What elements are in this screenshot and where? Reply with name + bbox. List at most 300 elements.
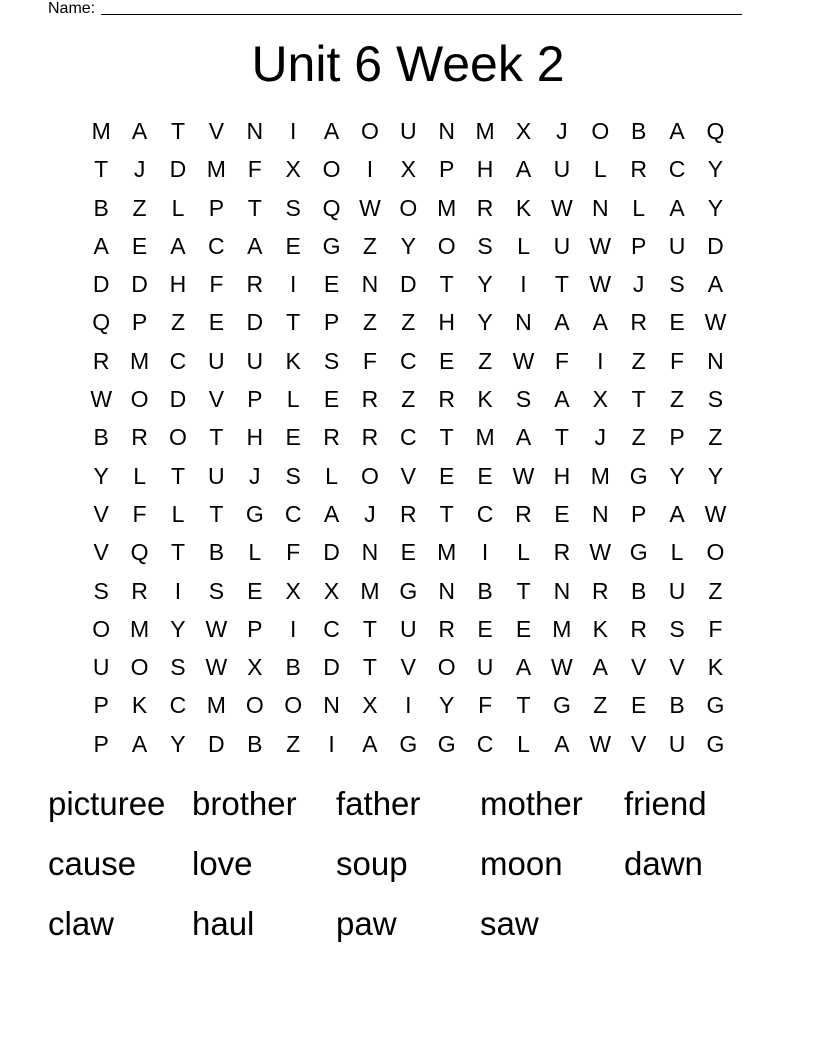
grid-letter: R: [630, 309, 647, 336]
grid-letter: M: [206, 156, 226, 183]
grid-letter: D: [169, 156, 187, 183]
grid-letter: O: [169, 424, 187, 451]
grid-letter: D: [707, 232, 724, 259]
grid-letter: A: [170, 232, 186, 259]
word-list-item: soup: [336, 845, 408, 882]
grid-letter: P: [208, 194, 225, 221]
grid-letter: P: [131, 309, 148, 336]
grid-letter: Z: [478, 347, 493, 374]
grid-letter: Y: [477, 309, 493, 336]
grid-letter: T: [631, 386, 646, 413]
grid-letter: Y: [707, 194, 724, 221]
grid-letter: M: [475, 118, 495, 144]
grid-letter: F: [478, 692, 493, 719]
grid-letter: T: [209, 500, 224, 527]
grid-letter: G: [706, 692, 725, 719]
grid-letter: I: [289, 271, 297, 298]
grid-letter: V: [630, 654, 647, 681]
grid-letter: N: [361, 539, 379, 566]
grid-letter: O: [360, 462, 379, 489]
grid-letter: I: [520, 271, 527, 298]
grid-letter: R: [438, 615, 456, 642]
grid-letter: T: [439, 271, 454, 298]
word-list-item: friend: [624, 785, 707, 822]
grid-letter: A: [131, 118, 148, 144]
grid-letter: T: [554, 424, 569, 451]
grid-letter: A: [323, 500, 340, 527]
grid-letter: E: [400, 539, 416, 566]
grid-letter: B: [93, 424, 109, 451]
grid-letter: J: [594, 424, 607, 451]
grid-letter: U: [400, 615, 417, 642]
name-label: Name:: [48, 0, 96, 17]
grid-letter: C: [323, 615, 340, 642]
grid-letter: C: [668, 156, 686, 183]
grid-letter: G: [629, 462, 648, 489]
grid-letter: N: [323, 692, 340, 719]
grid-letter: B: [630, 577, 647, 604]
grid-letter: D: [400, 271, 417, 298]
grid-letter: Z: [593, 692, 608, 719]
grid-letter: G: [706, 730, 725, 757]
grid-letter: O: [130, 386, 149, 413]
grid-letter: C: [208, 232, 225, 259]
grid-letter: W: [704, 500, 727, 527]
word-list-item: mother: [480, 785, 583, 822]
grid-letter: V: [630, 730, 647, 757]
word-list-item: haul: [192, 905, 255, 942]
grid-letter: K: [477, 386, 493, 413]
grid-letter: E: [439, 347, 455, 374]
grid-letter: V: [208, 118, 225, 144]
grid-letter: D: [323, 654, 340, 681]
grid-letter: Y: [669, 462, 685, 489]
grid-letter: T: [170, 462, 185, 489]
grid-letter: R: [246, 271, 264, 298]
grid-letter: L: [517, 730, 530, 757]
grid-letter: A: [669, 118, 685, 144]
grid-letter: Z: [670, 386, 685, 413]
grid-letter: D: [92, 271, 110, 298]
grid-letter: O: [360, 118, 379, 144]
grid-letter: A: [554, 386, 570, 413]
grid-letter: N: [246, 118, 264, 144]
grid-letter: E: [439, 462, 455, 489]
grid-letter: G: [629, 539, 648, 566]
grid-letter: D: [131, 271, 148, 298]
grid-letter: T: [286, 309, 301, 336]
grid-letter: Y: [707, 462, 724, 489]
grid-letter: V: [93, 539, 109, 566]
grid-letter: A: [707, 271, 724, 298]
grid-letter: S: [170, 654, 186, 681]
grid-letter: R: [553, 539, 571, 566]
grid-letter: J: [249, 462, 261, 489]
grid-letter: S: [477, 232, 493, 259]
grid-letter: C: [284, 500, 302, 527]
grid-letter: I: [289, 118, 297, 144]
grid-letter: P: [669, 424, 685, 451]
name-underline: [101, 13, 742, 15]
grid-letter: R: [92, 347, 110, 374]
grid-letter: K: [515, 194, 532, 221]
grid-letter: A: [323, 118, 340, 144]
grid-letter: J: [364, 500, 376, 527]
grid-letter: I: [174, 577, 182, 604]
grid-letter: U: [246, 347, 264, 374]
grid-letter: Z: [286, 730, 301, 757]
grid-letter: Z: [170, 309, 185, 336]
grid-letter: T: [516, 692, 531, 719]
grid-letter: W: [589, 730, 612, 757]
grid-letter: M: [206, 692, 226, 719]
grid-letter: I: [289, 615, 297, 642]
grid-letter: T: [209, 424, 224, 451]
grid-letter: Z: [401, 386, 416, 413]
grid-letter: Z: [708, 577, 723, 604]
grid-letter: S: [669, 615, 685, 642]
grid-letter: Z: [362, 309, 377, 336]
grid-letter: B: [247, 730, 263, 757]
grid-letter: R: [361, 386, 379, 413]
grid-letter: O: [322, 156, 341, 183]
grid-letter: X: [400, 156, 416, 183]
grid-letter: A: [362, 730, 378, 757]
grid-letter: C: [169, 692, 187, 719]
grid-letter: O: [399, 194, 418, 221]
grid-letter: A: [515, 156, 532, 183]
grid-letter: R: [131, 424, 148, 451]
grid-letter: R: [400, 500, 417, 527]
grid-letter: Y: [170, 615, 186, 642]
grid-letter: P: [439, 156, 455, 183]
grid-letter: F: [362, 347, 377, 374]
grid-letter: U: [92, 654, 110, 681]
grid-letter: C: [400, 424, 417, 451]
grid-letter: N: [591, 194, 609, 221]
grid-letter: U: [668, 730, 686, 757]
grid-letter: T: [94, 156, 109, 183]
grid-letter: C: [400, 347, 417, 374]
grid-letter: X: [323, 577, 340, 604]
word-list-item: brother: [192, 785, 297, 822]
grid-letter: Z: [401, 309, 416, 336]
grid-letter: I: [597, 347, 604, 374]
grid-letter: S: [323, 347, 340, 374]
grid-letter: C: [169, 347, 187, 374]
grid-letter: P: [247, 615, 263, 642]
grid-letter: B: [477, 577, 493, 604]
word-list: [48, 774, 768, 954]
grid-letter: A: [131, 730, 148, 757]
grid-letter: S: [515, 386, 532, 413]
grid-letter: E: [630, 692, 647, 719]
grid-letter: T: [170, 118, 185, 144]
grid-letter: U: [553, 156, 571, 183]
grid-letter: T: [247, 194, 262, 221]
grid-letter: G: [552, 692, 571, 719]
name-field: [48, 0, 742, 18]
grid-letter: D: [323, 539, 340, 566]
grid-letter: D: [246, 309, 264, 336]
grid-letter: H: [553, 462, 571, 489]
grid-letter: L: [171, 500, 185, 527]
word-list-item: claw: [48, 905, 115, 942]
grid-letter: M: [130, 615, 150, 642]
grid-letter: H: [476, 156, 494, 183]
grid-letter: T: [362, 615, 377, 642]
grid-letter: V: [208, 386, 225, 413]
grid-letter: G: [322, 232, 341, 259]
grid-letter: H: [246, 424, 264, 451]
grid-letter: N: [361, 271, 379, 298]
grid-letter: O: [284, 692, 303, 719]
word-list-item: dawn: [624, 845, 703, 882]
grid-letter: F: [209, 271, 224, 298]
grid-letter: U: [208, 347, 225, 374]
grid-letter: A: [669, 194, 685, 221]
grid-letter: N: [438, 118, 456, 144]
grid-letter: A: [515, 654, 532, 681]
grid-letter: Q: [706, 118, 725, 144]
grid-letter: U: [668, 232, 686, 259]
grid-letter: L: [517, 232, 530, 259]
grid-letter: N: [707, 347, 724, 374]
grid-letter: L: [286, 386, 300, 413]
grid-letter: I: [481, 539, 489, 566]
grid-letter: Q: [92, 309, 111, 336]
grid-letter: L: [670, 539, 684, 566]
grid-letter: S: [208, 577, 225, 604]
grid-letter: M: [91, 118, 111, 144]
grid-letter: E: [285, 424, 301, 451]
grid-letter: Y: [439, 692, 455, 719]
grid-letter: A: [669, 500, 685, 527]
grid-letter: G: [399, 577, 418, 604]
grid-letter: T: [516, 577, 531, 604]
grid-letter: O: [437, 232, 456, 259]
grid-letter: F: [286, 539, 301, 566]
grid-letter: B: [285, 654, 301, 681]
grid-letter: D: [208, 730, 225, 757]
grid-letter: F: [247, 156, 262, 183]
grid-letter: D: [169, 386, 187, 413]
grid-letter: T: [554, 271, 569, 298]
grid-letter: E: [247, 577, 263, 604]
grid-letter: Z: [708, 424, 723, 451]
grid-letter: S: [93, 577, 109, 604]
grid-letter: R: [323, 424, 340, 451]
grid-letter: G: [437, 730, 456, 757]
word-list-item: saw: [480, 905, 539, 942]
grid-letter: R: [361, 424, 379, 451]
grid-letter: W: [205, 615, 228, 642]
grid-letter: W: [359, 194, 381, 221]
grid-letter: L: [171, 194, 185, 221]
grid-letter: B: [208, 539, 225, 566]
grid-letter: B: [630, 118, 647, 144]
word-list-item: moon: [480, 845, 563, 882]
grid-letter: S: [707, 386, 724, 413]
grid-letter: W: [589, 232, 612, 259]
grid-letter: R: [438, 386, 456, 413]
grid-letter: M: [360, 577, 380, 604]
word-list-item: paw: [336, 905, 397, 942]
grid-letter: O: [706, 539, 725, 566]
grid-letter: O: [130, 654, 149, 681]
grid-letter: W: [512, 347, 535, 374]
grid-letter: V: [93, 500, 109, 527]
grid-letter: O: [591, 118, 610, 144]
grid-letter: A: [93, 232, 109, 259]
grid-letter: T: [439, 424, 454, 451]
grid-letter: X: [285, 156, 301, 183]
grid-letter: S: [285, 462, 301, 489]
grid-letter: X: [515, 118, 532, 144]
word-search-grid: [82, 112, 735, 763]
grid-letter: M: [552, 615, 572, 642]
grid-letter: L: [133, 462, 146, 489]
grid-letter: Y: [707, 156, 724, 183]
grid-letter: J: [556, 118, 568, 144]
grid-letter: W: [512, 462, 535, 489]
grid-letter: C: [476, 500, 494, 527]
grid-letter: K: [707, 654, 724, 681]
grid-letter: M: [590, 462, 610, 489]
grid-letter: X: [247, 654, 263, 681]
word-list-item: cause: [48, 845, 137, 882]
grid-letter: S: [669, 271, 685, 298]
grid-letter: W: [589, 539, 612, 566]
grid-letter: V: [400, 654, 416, 681]
grid-letter: Z: [631, 347, 646, 374]
grid-letter: Y: [93, 462, 109, 489]
grid-letter: W: [90, 386, 113, 413]
grid-letter: T: [170, 539, 185, 566]
grid-letter: W: [551, 654, 573, 681]
grid-letter: K: [592, 615, 608, 642]
grid-letter: U: [476, 654, 494, 681]
grid-letter: A: [592, 309, 608, 336]
grid-letter: O: [245, 692, 264, 719]
grid-letter: V: [400, 462, 416, 489]
grid-letter: R: [515, 500, 532, 527]
grid-letter: T: [439, 500, 454, 527]
grid-letter: E: [323, 386, 340, 413]
grid-letter: H: [438, 309, 456, 336]
grid-letter: F: [670, 347, 685, 374]
grid-letter: Y: [477, 271, 493, 298]
grid-letter: M: [475, 424, 495, 451]
grid-letter: E: [285, 232, 301, 259]
grid-letter: M: [437, 194, 457, 221]
grid-letter: A: [554, 309, 570, 336]
word-list-item: picturee: [48, 785, 166, 822]
grid-letter: X: [362, 692, 378, 719]
grid-letter: Y: [170, 730, 186, 757]
grid-letter: E: [323, 271, 340, 298]
grid-letter: M: [437, 539, 457, 566]
grid-letter: O: [437, 654, 456, 681]
grid-letter: I: [405, 692, 412, 719]
grid-letter: R: [131, 577, 148, 604]
grid-letter: L: [248, 539, 262, 566]
grid-letter: Y: [400, 232, 416, 259]
grid-letter: A: [247, 232, 263, 259]
grid-letter: A: [554, 730, 570, 757]
grid-letter: E: [477, 462, 493, 489]
word-list-item: father: [336, 785, 421, 822]
grid-letter: T: [362, 654, 377, 681]
grid-letter: E: [208, 309, 225, 336]
grid-letter: L: [593, 156, 607, 183]
grid-letter: P: [93, 730, 109, 757]
grid-letter: Q: [130, 539, 149, 566]
grid-letter: N: [591, 500, 609, 527]
grid-letter: W: [704, 309, 727, 336]
grid-letter: P: [630, 232, 647, 259]
grid-letter: U: [208, 462, 225, 489]
word-list-item: love: [192, 845, 253, 882]
grid-letter: P: [247, 386, 263, 413]
grid-letter: K: [285, 347, 301, 374]
grid-letter: W: [589, 271, 612, 298]
grid-letter: R: [630, 156, 647, 183]
grid-letter: E: [515, 615, 532, 642]
grid-letter: E: [477, 615, 493, 642]
grid-letter: L: [517, 539, 530, 566]
grid-letter: U: [553, 232, 571, 259]
grid-letter: A: [515, 424, 532, 451]
grid-letter: L: [632, 194, 646, 221]
grid-letter: P: [93, 692, 109, 719]
grid-letter: C: [476, 730, 494, 757]
grid-letter: M: [130, 347, 150, 374]
grid-letter: Z: [362, 232, 377, 259]
grid-letter: R: [591, 577, 609, 604]
grid-letter: X: [285, 577, 301, 604]
grid-letter: B: [93, 194, 109, 221]
grid-letter: O: [92, 615, 111, 642]
grid-letter: E: [669, 309, 685, 336]
grid-letter: R: [476, 194, 494, 221]
grid-letter: G: [245, 500, 264, 527]
grid-letter: W: [205, 654, 228, 681]
grid-letter: X: [592, 386, 608, 413]
grid-letter: F: [132, 500, 147, 527]
grid-letter: W: [551, 194, 573, 221]
grid-letter: K: [131, 692, 148, 719]
grid-letter: I: [366, 156, 374, 183]
grid-letter: A: [592, 654, 608, 681]
grid-letter: S: [285, 194, 301, 221]
grid-letter: P: [630, 500, 647, 527]
grid-letter: U: [400, 118, 417, 144]
grid-letter: Q: [322, 194, 341, 221]
grid-letter: N: [515, 309, 532, 336]
grid-letter: U: [668, 577, 686, 604]
grid-letter: B: [669, 692, 685, 719]
grid-letter: G: [399, 730, 418, 757]
grid-letter: E: [131, 232, 148, 259]
grid-letter: N: [553, 577, 571, 604]
grid-letter: F: [708, 615, 723, 642]
grid-letter: F: [554, 347, 569, 374]
grid-letter: J: [133, 156, 146, 183]
grid-letter: E: [554, 500, 570, 527]
grid-letter: V: [669, 654, 685, 681]
grid-letter: N: [438, 577, 456, 604]
